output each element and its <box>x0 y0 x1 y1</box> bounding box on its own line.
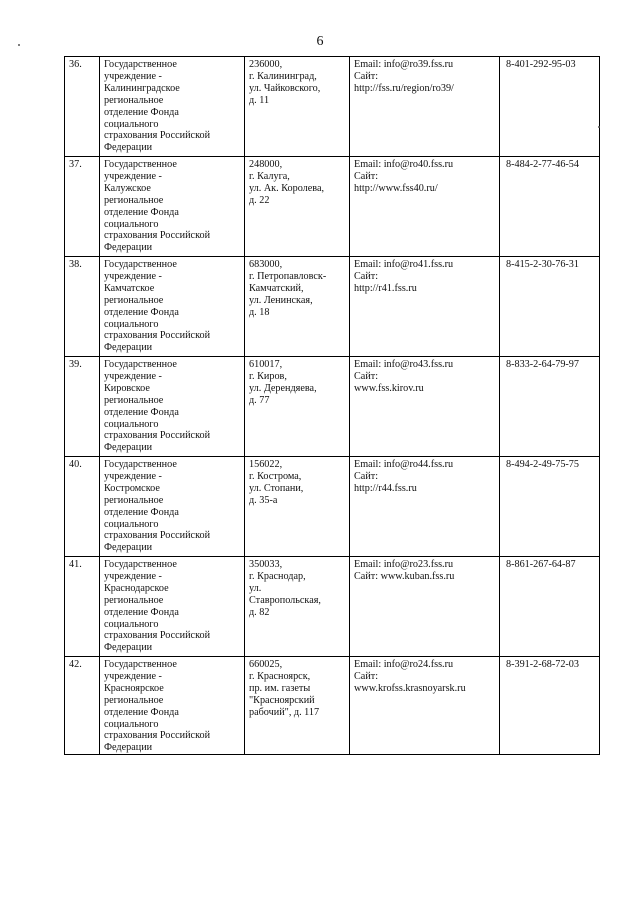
contacts-line: Email: info@ro44.fss.ru <box>354 459 454 470</box>
organization-name-line: Красноярское <box>104 682 164 694</box>
address-line: 610017, <box>249 359 283 370</box>
row-number-cell <box>65 57 100 157</box>
row-number: 36. <box>69 59 82 70</box>
phone-cell <box>500 657 600 755</box>
organization-name-line: страхования Российской <box>104 430 211 442</box>
row-number-cell <box>65 257 100 357</box>
contacts-line: Email: info@ro23.fss.ru <box>354 559 454 570</box>
phone-cell <box>500 457 600 557</box>
table-row <box>65 657 600 755</box>
contacts-cell <box>350 57 500 157</box>
contacts-line: Email: info@ro41.fss.ru <box>354 259 454 270</box>
table-row <box>65 257 600 357</box>
organization-name-line: учреждение - <box>104 170 162 182</box>
organization-name-line: учреждение - <box>104 470 162 482</box>
address-cell <box>245 657 350 755</box>
organization-name-line: Краснодарское <box>104 582 169 594</box>
address-line: ул. Стопани, <box>249 482 304 494</box>
contacts-line: http://r44.fss.ru <box>354 482 417 494</box>
table-row <box>65 57 600 157</box>
address-cell <box>245 57 350 157</box>
organization-name-line: социального <box>104 318 159 330</box>
contacts-line: www.krofss.krasnoyarsk.ru <box>354 682 466 694</box>
row-number-cell <box>65 557 100 657</box>
row-number-cell <box>65 457 100 557</box>
organization-name-line: учреждение - <box>104 70 162 82</box>
phone-cell <box>500 157 600 257</box>
organization-name-line: Государственное <box>104 259 177 270</box>
organization-name-line: региональное <box>104 294 164 306</box>
address-cell <box>245 457 350 557</box>
address-cell <box>245 157 350 257</box>
address-line: ул. <box>249 582 262 594</box>
organization-name-line: социального <box>104 118 159 130</box>
row-number-cell <box>65 157 100 257</box>
organization-name-line: Федерации <box>104 742 153 754</box>
organization-name-line: страхования Российской <box>104 230 211 242</box>
contacts-cell <box>350 157 500 257</box>
contacts-line: Email: info@ro24.fss.ru <box>354 659 454 670</box>
address-line: Камчатский, <box>249 282 304 294</box>
organization-name-line: Федерации <box>104 642 153 654</box>
organization-name-line: учреждение - <box>104 570 162 582</box>
address-line: 683000, <box>249 259 283 270</box>
contacts-cell <box>350 657 500 755</box>
contacts-line: http://www.fss40.ru/ <box>354 182 438 194</box>
phone-number: 8-833-2-64-79-97 <box>506 359 579 370</box>
organization-name-line: региональное <box>104 94 164 106</box>
address-line: д. 18 <box>249 306 270 318</box>
phone-cell <box>500 257 600 357</box>
organization-name-line: учреждение - <box>104 270 162 282</box>
organization-name-line: отделение Фонда <box>104 606 179 618</box>
organization-name-line: страхования Российской <box>104 130 211 142</box>
contacts-line: Сайт: <box>354 70 379 82</box>
phone-cell <box>500 57 600 157</box>
scan-speck <box>18 44 20 46</box>
address-line: Ставропольская, <box>249 594 321 606</box>
address-line: ул. Чайковского, <box>249 82 321 94</box>
organization-name-line: учреждение - <box>104 670 162 682</box>
organization-name-line: Калужское <box>104 182 151 194</box>
address-line: д. 22 <box>249 194 270 206</box>
contacts-line: Email: info@ro40.fss.ru <box>354 159 454 170</box>
table-row <box>65 557 600 657</box>
organization-name-line: Федерации <box>104 442 153 454</box>
organization-name-line: региональное <box>104 194 164 206</box>
address-line: г. Калининград, <box>249 70 317 82</box>
phone-number: 8-391-2-68-72-03 <box>506 659 579 670</box>
table-row <box>65 157 600 257</box>
organization-name-line: Федерации <box>104 142 153 154</box>
organization-name-line: Камчатское <box>104 282 155 294</box>
organization-name-line: отделение Фонда <box>104 106 179 118</box>
organization-name-line: страхования Российской <box>104 530 211 542</box>
organization-name-line: Государственное <box>104 459 177 470</box>
contacts-cell <box>350 257 500 357</box>
address-line: ул. Ак. Королева, <box>249 182 325 194</box>
organization-name-line: социального <box>104 218 159 230</box>
organization-name-line: региональное <box>104 494 164 506</box>
contacts-line: http://fss.ru/region/ro39/ <box>354 82 454 94</box>
address-line: г. Калуга, <box>249 170 290 182</box>
address-line: г. Краснодар, <box>249 570 306 582</box>
organization-name-line: социального <box>104 518 159 530</box>
fss-branches-table <box>64 56 600 755</box>
row-number: 38. <box>69 259 82 270</box>
address-line: "Красноярский <box>249 694 315 706</box>
address-line: пр. им. газеты <box>249 682 311 694</box>
address-line: ул. Ленинская, <box>249 294 313 306</box>
table-body <box>65 57 600 755</box>
organization-name-line: Федерации <box>104 542 153 554</box>
organization-name-line: социального <box>104 418 159 430</box>
contacts-cell <box>350 557 500 657</box>
address-line: 660025, <box>249 659 283 670</box>
contacts-line: Email: info@ro43.fss.ru <box>354 359 454 370</box>
contacts-line: www.fss.kirov.ru <box>354 382 424 394</box>
phone-number: 8-494-2-49-75-75 <box>506 459 579 470</box>
organization-name-cell <box>100 357 245 457</box>
organization-name-line: Государственное <box>104 159 177 170</box>
organization-name-line: Федерации <box>104 242 153 254</box>
phone-number: 8-484-2-77-46-54 <box>506 159 579 170</box>
phone-cell <box>500 357 600 457</box>
contacts-line: Сайт: <box>354 470 379 482</box>
organization-name-cell <box>100 557 245 657</box>
row-number: 39. <box>69 359 82 370</box>
address-line: 236000, <box>249 59 283 70</box>
address-line: г. Петропавловск- <box>249 270 327 282</box>
organization-name-line: Калининградское <box>104 82 180 94</box>
organization-name-cell <box>100 57 245 157</box>
address-line: 350033, <box>249 559 283 570</box>
address-line: д. 35-а <box>249 494 278 506</box>
organization-name-line: Государственное <box>104 659 177 670</box>
organization-name-line: отделение Фонда <box>104 406 179 418</box>
address-line: рабочий", д. 117 <box>249 706 320 718</box>
address-line: г. Киров, <box>249 370 287 382</box>
contacts-line: Сайт: <box>354 270 379 282</box>
address-line: г. Красноярск, <box>249 670 311 682</box>
address-line: д. 77 <box>249 394 270 406</box>
organization-name-line: Кировское <box>104 382 150 394</box>
phone-number: 8-401-292-95-03 <box>506 59 576 70</box>
organization-name-line: региональное <box>104 594 164 606</box>
row-number: 40. <box>69 459 82 470</box>
organization-name-line: отделение Фонда <box>104 206 179 218</box>
address-line: 248000, <box>249 159 283 170</box>
contacts-line: Сайт: <box>354 370 379 382</box>
row-number-cell <box>65 657 100 755</box>
table-row <box>65 357 600 457</box>
address-line: 156022, <box>249 459 283 470</box>
phone-number: 8-415-2-30-76-31 <box>506 259 579 270</box>
organization-name-line: региональное <box>104 694 164 706</box>
organization-name-line: социального <box>104 618 159 630</box>
row-number: 37. <box>69 159 82 170</box>
address-line: д. 82 <box>249 606 270 618</box>
address-line: д. 11 <box>249 94 270 106</box>
row-number: 41. <box>69 559 82 570</box>
organization-name-line: региональное <box>104 394 164 406</box>
organization-name-line: страхования Российской <box>104 330 211 342</box>
contacts-line: http://r41.fss.ru <box>354 282 417 294</box>
contacts-line: Сайт: <box>354 170 379 182</box>
contacts-line: Email: info@ro39.fss.ru <box>354 59 454 70</box>
organization-name-line: Государственное <box>104 59 177 70</box>
address-cell <box>245 557 350 657</box>
organization-name-cell <box>100 457 245 557</box>
organization-name-line: Костромское <box>104 482 160 494</box>
organization-name-cell <box>100 657 245 755</box>
address-cell <box>245 257 350 357</box>
address-line: ул. Дерендяева, <box>249 382 317 394</box>
page-number: 6 <box>316 34 324 49</box>
phone-number: 8-861-267-64-87 <box>506 559 576 570</box>
contacts-cell <box>350 357 500 457</box>
contacts-line: Сайт: <box>354 670 379 682</box>
organization-name-line: социального <box>104 718 159 730</box>
organization-name-line: отделение Фонда <box>104 506 179 518</box>
organization-name-line: страхования Российской <box>104 630 211 642</box>
organization-name-line: Государственное <box>104 359 177 370</box>
contacts-cell <box>350 457 500 557</box>
address-line: г. Кострома, <box>249 470 302 482</box>
organization-name-line: учреждение - <box>104 370 162 382</box>
organization-name-cell <box>100 157 245 257</box>
organization-name-line: отделение Фонда <box>104 306 179 318</box>
row-number-cell <box>65 357 100 457</box>
organization-name-cell <box>100 257 245 357</box>
table-row <box>65 457 600 557</box>
address-cell <box>245 357 350 457</box>
organization-name-line: страхования Российской <box>104 730 211 742</box>
contacts-line: Сайт: www.kuban.fss.ru <box>354 570 455 582</box>
organization-name-line: Федерации <box>104 342 153 354</box>
phone-cell <box>500 557 600 657</box>
organization-name-line: отделение Фонда <box>104 706 179 718</box>
organization-name-line: Государственное <box>104 559 177 570</box>
row-number: 42. <box>69 659 82 670</box>
scan-speck <box>598 126 600 128</box>
